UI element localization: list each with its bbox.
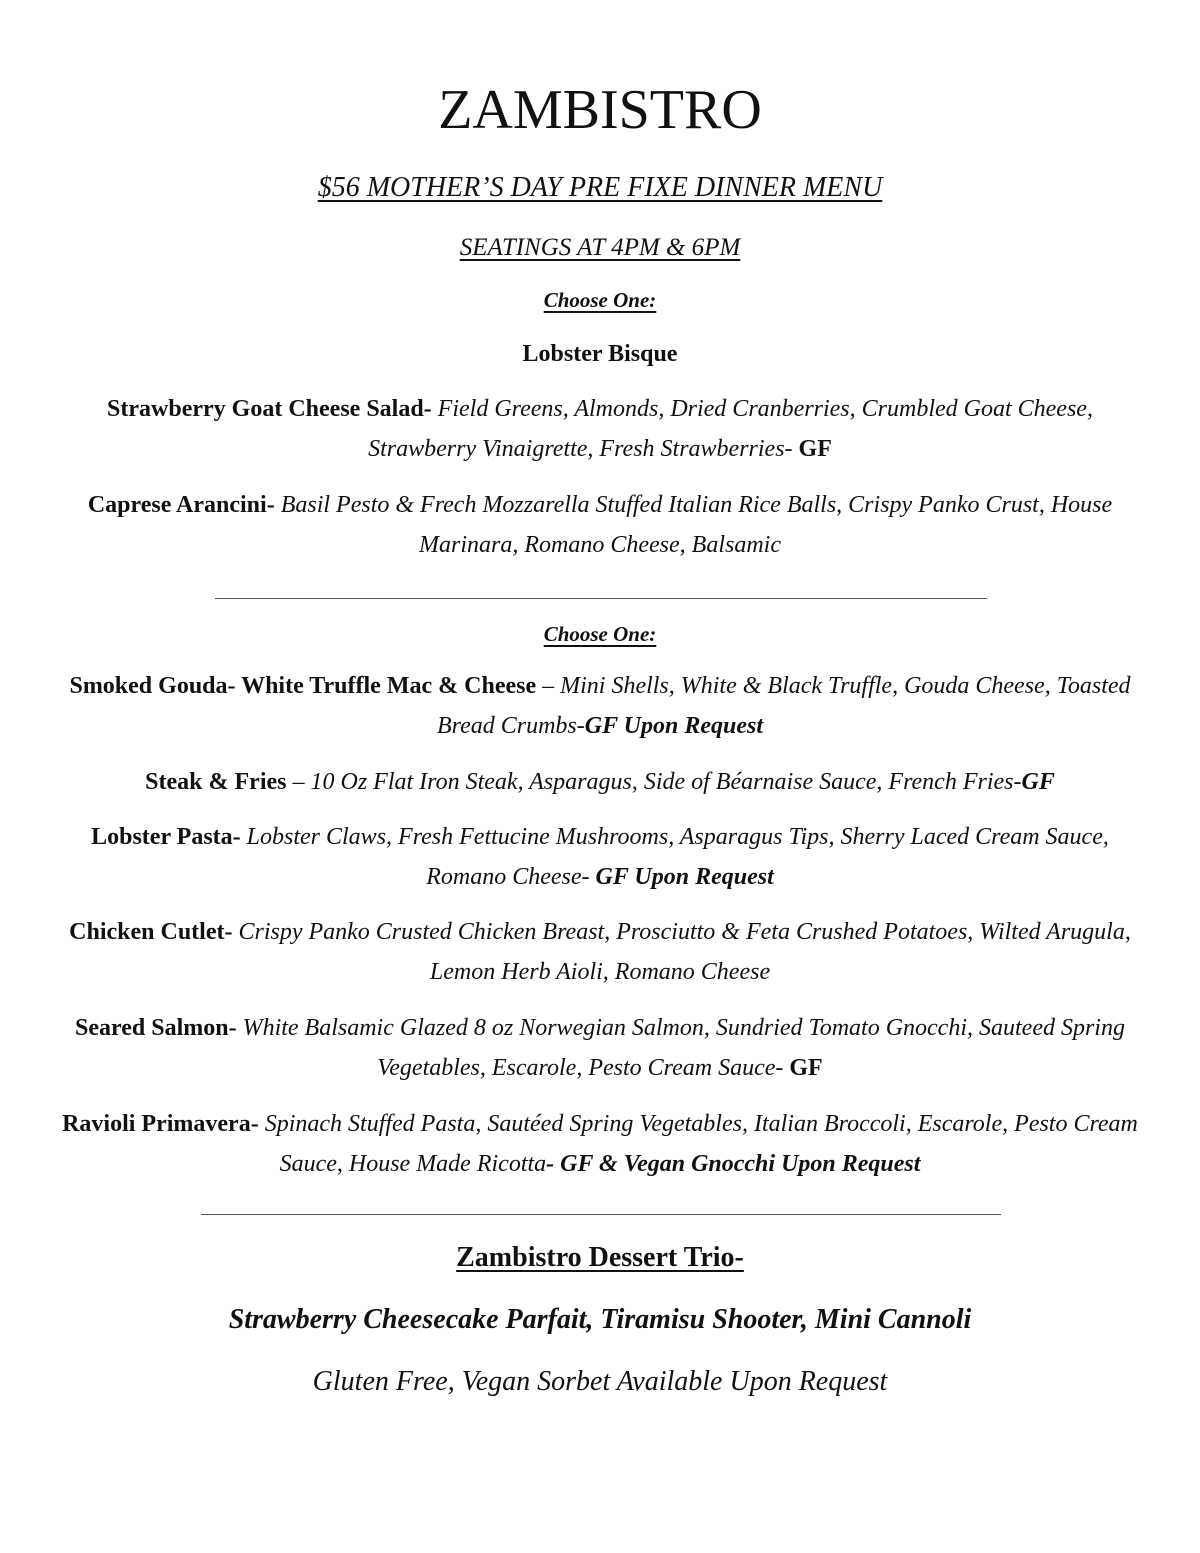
item-name: Lobster Pasta- [91,824,241,850]
item-name: Lobster Bisque [522,341,678,367]
seatings-text: SEATINGS AT 4PM & 6PM [459,234,741,261]
first-course-label-text: Choose One: [543,288,657,312]
menu-item-lobster-bisque [0,338,1200,370]
item-tag: GF [783,1055,823,1081]
item-description: Field Greens, Almonds, Dried Cranberries, Crumbled Goat Cheese, Strawberry Vinaigrette, Fresh Strawberries- [368,396,1093,462]
item-tag: GF [1021,769,1055,795]
item-name: Chicken Cutlet- [69,919,233,945]
menu-item-strawberry-salad [60,389,1140,469]
dessert-heading-text: Zambistro Dessert Trio- [456,1242,744,1273]
menu-item-steak-fries [40,762,1160,802]
item-description: White Balsamic Glazed 8 oz Norwegian Salmon, Sundried Tomato Gnocchi, Sauteed Spring Vegetables, Escarole, Pesto Cream Sauce- [236,1015,1125,1081]
item-description: Basil Pesto & Frech Mozzarella Stuffed Italian Rice Balls, Crispy Panko Crust, House Marinara, Romano Cheese, Balsamic [274,492,1113,558]
menu-title [0,170,1200,206]
item-description: – Mini Shells, White & Black Truffle, Gouda Cheese, Toasted Bread Crumbs- [436,673,1131,739]
divider [215,598,987,599]
item-tag: GF Upon Request [584,713,764,739]
item-description: Spinach Stuffed Pasta, Sautéed Spring Vegetables, Italian Broccoli, Escarole, Pesto Cream Sauce, House Made Ricotta [258,1111,1138,1177]
menu-item-chicken-cutlet [60,912,1140,992]
menu-item-caprese-arancini [60,485,1140,565]
item-description: Crispy Panko Crusted Chicken Breast, Prosciutto & Feta Crushed Potatoes, Wilted Arugula, Lemon Herb Aioli, Romano Cheese [232,919,1131,985]
item-name: Smoked Gouda- White Truffle Mac & Cheese [69,673,537,699]
dessert-heading [0,1240,1200,1276]
menu-item-seared-salmon [60,1008,1140,1088]
menu-item-lobster-pasta [60,817,1140,897]
seatings-info [0,232,1200,264]
restaurant-name: ZAMBISTRO [438,79,762,141]
item-tag: GF Upon Request [589,864,774,890]
item-description: – 10 Oz Flat Iron Steak, Asparagus, Side of Béarnaise Sauce, French Fries- [286,769,1022,795]
item-name: Caprese Arancini- [87,492,275,518]
item-tag: - GF & Vegan Gnocchi Upon Request [546,1151,921,1177]
item-description: Lobster Claws, Fresh Fettucine Mushrooms, Asparagus Tips, Sherry Laced Cream Sauce, Romano Cheese- [240,824,1109,890]
menu-title-text: $56 MOTHER’S DAY PRE FIXE DINNER MENU [317,172,883,203]
dessert-items: Strawberry Cheesecake Parfait, Tiramisu Shooter, Mini Cannoli [228,1304,972,1335]
first-course-label [0,286,1200,314]
divider [201,1214,1001,1215]
item-name: Ravioli Primavera- [62,1111,259,1137]
dessert-note: Gluten Free, Vegan Sorbet Available Upon Request [312,1366,888,1397]
main-course-label [0,620,1200,648]
item-tag: GF [792,436,832,462]
item-name: Seared Salmon- [75,1015,237,1041]
main-course-label-text: Choose One: [543,622,657,646]
item-name: Steak & Fries [145,769,287,795]
menu-item-mac-cheese [60,666,1140,746]
menu-item-ravioli-primavera [60,1104,1140,1184]
item-name: Strawberry Goat Cheese Salad- [107,396,432,422]
